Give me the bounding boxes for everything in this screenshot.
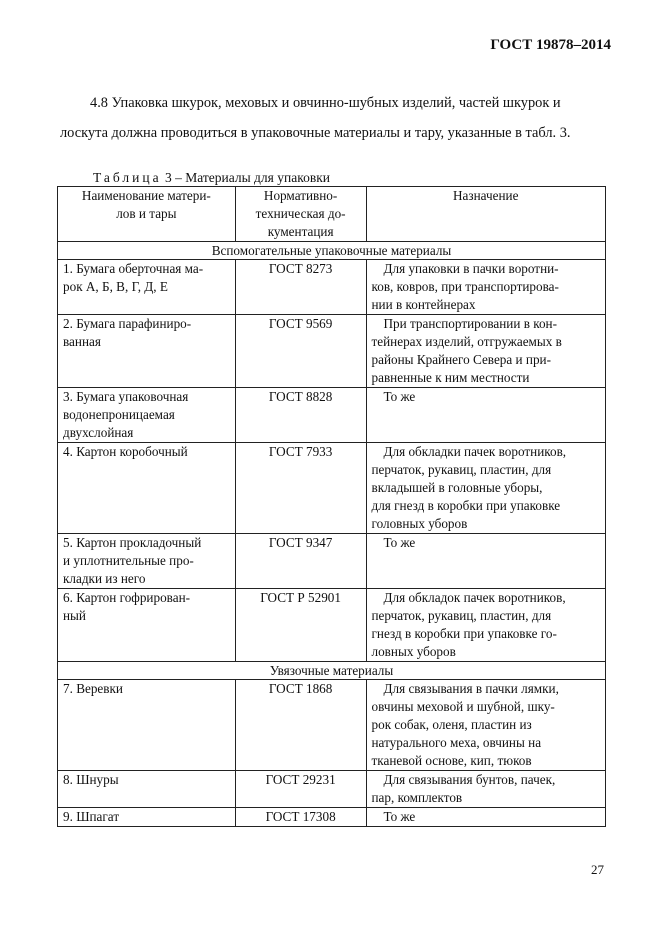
table-row	[58, 680, 606, 771]
purpose-cell	[366, 680, 606, 771]
section-row	[58, 242, 606, 260]
table-row	[58, 771, 606, 808]
paragraph-line-1: 4.8 Упаковка шкурок, меховых и овчинно-шубных изделий, частей шкурок и	[90, 95, 561, 111]
section-row	[58, 662, 606, 680]
table-row	[58, 315, 606, 388]
table-body	[58, 242, 606, 827]
purpose-line: ков, ковров, при транспортирова-	[371, 279, 559, 294]
material-name-cell	[58, 388, 236, 443]
purpose-line: То же	[383, 809, 416, 824]
paragraph-line-2: лоскута должна проводиться в упаковочные материалы и тару, указанные в табл. 3.	[60, 125, 571, 141]
material-name-cell	[58, 534, 236, 589]
purpose-cell	[366, 534, 606, 589]
purpose-line: тканевой основе, кип, тюков	[371, 753, 532, 768]
material-name-line: 9. Шпагат	[63, 809, 120, 824]
section-paragraph	[60, 88, 620, 148]
purpose-line: перчаток, рукавиц, пластин, для	[371, 608, 552, 623]
table-caption	[93, 170, 330, 186]
purpose-cell	[366, 589, 606, 662]
purpose-line: овчины меховой и шубной, шку-	[371, 699, 555, 714]
purpose-line: Для обкладок пачек воротников,	[383, 590, 566, 605]
table-row	[58, 443, 606, 534]
header-line: техническая до-	[255, 206, 346, 221]
header-line: Нормативно-	[263, 188, 338, 203]
purpose-line: головных уборов	[371, 516, 468, 531]
standard-cell: ГОСТ 17308	[235, 808, 366, 827]
table-row	[58, 808, 606, 827]
purpose-line: Для упаковки в пачки воротни-	[383, 261, 559, 276]
material-name-line: 8. Шнуры	[63, 772, 119, 787]
standard-cell: ГОСТ 1868	[235, 680, 366, 771]
purpose-line: гнезд в коробки при упаковке го-	[371, 626, 557, 641]
standard-cell: ГОСТ 8273	[235, 260, 366, 315]
material-name-line: 1. Бумага оберточная ма-	[63, 261, 204, 276]
purpose-line: пар, комплектов	[371, 790, 463, 805]
purpose-cell	[366, 260, 606, 315]
purpose-line: Для связывания в пачки лямки,	[383, 681, 559, 696]
purpose-line: районы Крайнего Севера и при-	[371, 352, 552, 367]
header-line: лов и тары	[116, 206, 177, 221]
material-name-line: рок А, Б, В, Г, Д, Е	[63, 279, 168, 294]
header-document	[235, 187, 366, 242]
table-row	[58, 388, 606, 443]
table-caption-word: Таблица	[93, 170, 162, 185]
material-name-line: 4. Картон коробочный	[63, 444, 188, 459]
material-name-cell	[58, 680, 236, 771]
header-purpose	[366, 187, 606, 242]
material-name-line: 3. Бумага упаковочная	[63, 389, 189, 404]
header-name	[58, 187, 236, 242]
material-name-cell	[58, 771, 236, 808]
material-name-line: ный	[63, 608, 86, 623]
header-line: Назначение	[453, 188, 519, 203]
purpose-line: равненные к ним местности	[371, 370, 530, 385]
material-name-line: двухслойная	[63, 425, 134, 440]
material-name-cell	[58, 589, 236, 662]
standard-cell: ГОСТ 29231	[235, 771, 366, 808]
page-number: 27	[591, 862, 604, 877]
table-header-row	[58, 187, 606, 242]
material-name-line: 7. Веревки	[63, 681, 123, 696]
purpose-cell	[366, 771, 606, 808]
purpose-line: ловных уборов	[371, 644, 456, 659]
material-name-line: 6. Картон гофрирован-	[63, 590, 191, 605]
materials-table	[57, 186, 606, 827]
material-name-cell	[58, 260, 236, 315]
purpose-cell	[366, 315, 606, 388]
table-caption-text: 3 – Материалы для упаковки	[161, 170, 330, 185]
purpose-line: Для обкладки пачек воротников,	[383, 444, 567, 459]
material-name-line: и уплотнительные про-	[63, 553, 194, 568]
material-name-line: ванная	[63, 334, 101, 349]
section-title: Увязочные материалы	[58, 662, 606, 680]
standard-cell: ГОСТ 9569	[235, 315, 366, 388]
material-name-line: кладки из него	[63, 571, 146, 586]
purpose-line: То же	[383, 535, 416, 550]
material-name-cell	[58, 315, 236, 388]
material-name-cell	[58, 443, 236, 534]
table-row	[58, 589, 606, 662]
standard-cell: ГОСТ Р 52901	[235, 589, 366, 662]
header-line: кументация	[267, 224, 334, 239]
material-name-line: 2. Бумага парафиниро-	[63, 316, 192, 331]
purpose-line: При транспортировании в кон-	[383, 316, 558, 331]
document-code-header: ГОСТ 19878–2014	[490, 37, 611, 53]
material-name-cell	[58, 808, 236, 827]
section-title: Вспомогательные упаковочные материалы	[58, 242, 606, 260]
purpose-line: перчаток, рукавиц, пластин, для	[371, 462, 552, 477]
standard-cell: ГОСТ 8828	[235, 388, 366, 443]
purpose-line: тейнерах изделий, отгружаемых в	[371, 334, 562, 349]
purpose-line: для гнезд в коробки при упаковке	[371, 498, 561, 513]
table-row	[58, 534, 606, 589]
purpose-line: рок собак, оленя, пластин из	[371, 717, 532, 732]
purpose-line: Для связывания бунтов, пачек,	[383, 772, 556, 787]
purpose-line: натурального меха, овчины на	[371, 735, 542, 750]
header-line: Наименование матери-	[81, 188, 211, 203]
standard-cell: ГОСТ 7933	[235, 443, 366, 534]
table-row	[58, 260, 606, 315]
purpose-line: вкладышей в головные уборы,	[371, 480, 543, 495]
purpose-cell	[366, 443, 606, 534]
standard-cell: ГОСТ 9347	[235, 534, 366, 589]
material-name-line: 5. Картон прокладочный	[63, 535, 202, 550]
purpose-line: То же	[383, 389, 416, 404]
purpose-line: нии в контейнерах	[371, 297, 476, 312]
purpose-cell	[366, 808, 606, 827]
purpose-cell	[366, 388, 606, 443]
material-name-line: водонепроницаемая	[63, 407, 175, 422]
